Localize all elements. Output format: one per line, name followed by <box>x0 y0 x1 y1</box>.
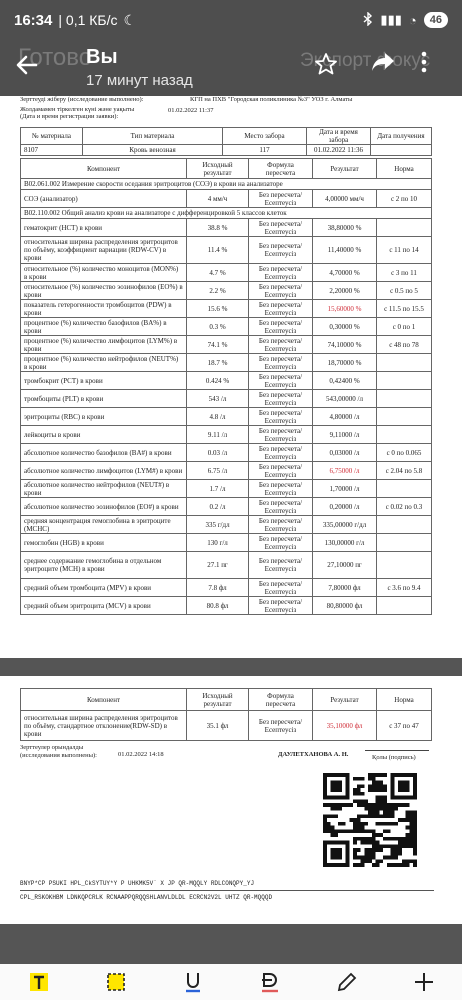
results-header-cell: Исходный результат <box>187 689 249 711</box>
section-title: B02.061.002 Измерение скорости оседания эритроцитов (СОЭ) в крови на анализаторе <box>21 179 432 190</box>
result-cell: с 37 по 47 <box>377 711 432 741</box>
result-cell: Без пересчета/ Есептеусіз <box>249 579 313 597</box>
result-cell: Без пересчета/ Есептеусіз <box>249 390 313 408</box>
select-area-icon[interactable] <box>101 967 131 997</box>
result-cell: 4,70000 % <box>313 264 377 282</box>
result-cell: средний объем эритроцита (MCV) в крови <box>21 597 187 615</box>
result-cell: с 3.6 по 9.4 <box>377 579 432 597</box>
sample-cell: 01.02.2022 11:36 <box>307 145 371 156</box>
result-cell: 130,00000 г/л <box>313 534 377 552</box>
sample-header-cell: Место забора <box>223 128 307 145</box>
ghost-export-label: Экспорт фокус <box>300 50 431 71</box>
result-cell: 9,11000 /л <box>313 426 377 444</box>
result-cell: 130 г/л <box>187 534 249 552</box>
result-row <box>21 408 432 426</box>
result-cell: тромбокрит (PCT) в крови <box>21 372 187 390</box>
result-cell: абсолютное количество эозинофилов (EO#) в крови <box>21 498 187 516</box>
result-row <box>21 498 432 516</box>
result-cell: 11,40000 % <box>313 237 377 264</box>
result-cell <box>377 516 432 534</box>
results-header-row <box>21 159 432 179</box>
results-header-cell: Норма <box>377 689 432 711</box>
sample-header-cell: Дата и время забора <box>307 128 371 145</box>
result-cell: 4,00000 мм/ч <box>313 190 377 208</box>
result-cell: Без пересчета/ Есептеусіз <box>249 534 313 552</box>
result-cell: Без пересчета/ Есептеусіз <box>249 711 313 741</box>
result-cell: Без пересчета/ Есептеусіз <box>249 462 313 480</box>
result-cell: 543 /л <box>187 390 249 408</box>
sample-header-cell: № материала <box>21 128 83 145</box>
status-time: 16:34 <box>14 11 53 29</box>
result-cell <box>377 426 432 444</box>
result-cell <box>377 534 432 552</box>
result-cell: 4.7 % <box>187 264 249 282</box>
result-row <box>21 372 432 390</box>
wifi-icon: ◔ <box>408 12 417 28</box>
result-cell: Без пересчета/ Есептеусіз <box>249 498 313 516</box>
result-cell: Без пересчета/ Есептеусіз <box>249 219 313 237</box>
result-row <box>21 444 432 462</box>
result-cell: среднее содержание гемоглобина в отдельном эритроците (MCH) в крови <box>21 552 187 579</box>
result-cell: с 3 по 11 <box>377 264 432 282</box>
result-cell: Без пересчета/ Есептеусіз <box>249 372 313 390</box>
result-cell <box>377 408 432 426</box>
doc-footer-code-1: BNYP*CP PSUKI HPL_CkSYTUY*Y P UHKMK5V` X JP QR-MQQLY RDLCONQPY_YJ <box>20 880 255 887</box>
result-cell: 18.7 % <box>187 354 249 372</box>
result-cell: Без пересчета/ Есептеусіз <box>249 282 313 300</box>
result-row <box>21 597 432 615</box>
doc-footer-code-2: CPL_RSKOKHBM LDNKQPCRLK RCNAAPPQRQQSHLANVLDLDL ECRCN2V2L UHTZ QR-MQQQD <box>20 894 273 901</box>
text-highlight-icon[interactable] <box>24 967 54 997</box>
sample-header-cell: Тип материала <box>83 128 223 145</box>
results-header-cell: Результат <box>313 689 377 711</box>
result-cell: Без пересчета/ Есептеусіз <box>249 408 313 426</box>
result-cell: 15,60000 % <box>313 300 377 318</box>
sample-row <box>21 145 432 156</box>
result-row <box>21 300 432 318</box>
result-row <box>21 534 432 552</box>
result-row <box>21 552 432 579</box>
result-cell: 0.3 % <box>187 318 249 336</box>
results-table <box>20 158 432 615</box>
result-cell: 1.7 /л <box>187 480 249 498</box>
result-row <box>21 426 432 444</box>
result-row <box>21 579 432 597</box>
bluetooth-icon <box>363 12 373 29</box>
result-row <box>21 318 432 336</box>
result-cell: относительная ширина распределения эритроцитов по объёму, стандартное отклонение(RDW-SD) в крови <box>21 711 187 741</box>
result-row <box>21 516 432 534</box>
result-cell: абсолютное количество базофилов (BA#) в крови <box>21 444 187 462</box>
result-row <box>21 462 432 480</box>
result-cell: 15.6 % <box>187 300 249 318</box>
result-cell: 38,80000 % <box>313 219 377 237</box>
result-cell <box>377 372 432 390</box>
result-cell: СОЭ (анализатор) <box>21 190 187 208</box>
sign-name: ДАУЛЕТХАНОВА А. Н. <box>278 751 349 758</box>
result-cell: Без пересчета/ Есептеусіз <box>249 552 313 579</box>
results-header-cell: Компонент <box>21 689 187 711</box>
qr-code <box>323 773 417 867</box>
result-cell <box>377 390 432 408</box>
doc-reg-label-kz: Жолдамамен тіркелген күні және уақыты <box>20 106 135 113</box>
results-header-row <box>21 689 432 711</box>
result-cell: с 0.5 по 5 <box>377 282 432 300</box>
result-cell: средняя концентрация гемоглобина в эритроците (MCHC) <box>21 516 187 534</box>
result-cell: Без пересчета/ Есептеусіз <box>249 444 313 462</box>
result-cell: Без пересчета/ Есептеусіз <box>249 597 313 615</box>
doc-header-line: Зерттеуді жіберу (исследование выполнено): <box>20 96 144 103</box>
result-cell: 0,30000 % <box>313 318 377 336</box>
doc-reg-label-ru: (Дата и время регистрации заявки): <box>20 113 119 120</box>
chat-title: Вы <box>86 46 118 68</box>
result-cell: с 11 по 14 <box>377 237 432 264</box>
sample-header-row <box>21 128 432 145</box>
results-header-cell: Исходный результат <box>187 159 249 179</box>
results-header-cell: Формула пересчета <box>249 159 313 179</box>
results-header-cell: Формула пересчета <box>249 689 313 711</box>
eraser-icon[interactable] <box>255 967 285 997</box>
result-row <box>21 237 432 264</box>
section-row <box>21 208 432 219</box>
result-cell: 9.11 /л <box>187 426 249 444</box>
result-cell: 4,80000 /л <box>313 408 377 426</box>
sample-cell: 8107 <box>21 145 83 156</box>
result-cell: процентное (%) количество лимфоцитов (LYM%) в крови <box>21 336 187 354</box>
result-cell: 35.1 фл <box>187 711 249 741</box>
sample-table <box>20 127 432 156</box>
result-row <box>21 711 432 741</box>
result-cell: Без пересчета/ Есептеусіз <box>249 336 313 354</box>
result-cell: 38.8 % <box>187 219 249 237</box>
result-cell: 0,42400 % <box>313 372 377 390</box>
sample-header-cell: Дата получения <box>371 128 432 145</box>
sign-date: 01.02.2022 14:18 <box>118 751 164 758</box>
result-cell: тромбоциты (PLT) в крови <box>21 390 187 408</box>
result-cell: 0.03 /л <box>187 444 249 462</box>
result-cell <box>377 552 432 579</box>
result-cell: с 0.02 по 0.3 <box>377 498 432 516</box>
results-header-cell: Норма <box>377 159 432 179</box>
result-cell: 27.1 пг <box>187 552 249 579</box>
result-cell: 74,10000 % <box>313 336 377 354</box>
result-cell: относительное (%) количество эозинофилов (EO%) в крови <box>21 282 187 300</box>
doc-clinic: КГП на ПХВ "Городская поликлиника №3" УОЗ г. Алматы <box>190 96 353 103</box>
result-cell: Без пересчета/ Есептеусіз <box>249 190 313 208</box>
result-cell: Без пересчета/ Есептеусіз <box>249 480 313 498</box>
result-row <box>21 336 432 354</box>
section-title: B02.110.002 Общий анализ крови на анализаторе с дифференцировкой 5 классов клеток <box>21 208 432 219</box>
result-cell: 0.2 /л <box>187 498 249 516</box>
result-cell: Без пересчета/ Есептеусіз <box>249 318 313 336</box>
battery-icon: 46 <box>424 12 448 28</box>
result-cell: 335 г/дл <box>187 516 249 534</box>
ghost-done-label: Готово <box>18 44 93 71</box>
result-cell: Без пересчета/ Есептеусіз <box>249 237 313 264</box>
result-cell: 1,70000 /л <box>313 480 377 498</box>
section-row <box>21 179 432 190</box>
add-icon[interactable] <box>409 967 439 997</box>
result-cell: 4 мм/ч <box>187 190 249 208</box>
result-cell: Без пересчета/ Есептеусіз <box>249 264 313 282</box>
result-cell: лейкоциты в крови <box>21 426 187 444</box>
result-cell: 2.2 % <box>187 282 249 300</box>
result-cell: с 11.5 по 15.5 <box>377 300 432 318</box>
result-cell: 2,20000 % <box>313 282 377 300</box>
results-header-cell: Результат <box>313 159 377 179</box>
sign-label-ru: (исследования выполнены): <box>20 752 97 759</box>
result-row <box>21 264 432 282</box>
result-cell: 7.8 фл <box>187 579 249 597</box>
result-cell: средний объем тромбоцита (MPV) в крови <box>21 579 187 597</box>
result-cell: Без пересчета/ Есептеусіз <box>249 300 313 318</box>
result-cell: относительная ширина распределения эритроцитов по объёму, коэффициент вариации (RDW-CV) в крови <box>21 237 187 264</box>
result-row <box>21 390 432 408</box>
result-cell: 27,10000 пг <box>313 552 377 579</box>
result-cell: процентное (%) количество нейтрофилов (NEUT%) в крови <box>21 354 187 372</box>
result-cell: гематокрит (HCT) в крови <box>21 219 187 237</box>
document-page-2 <box>0 676 462 924</box>
sample-cell <box>371 145 432 156</box>
result-cell <box>377 354 432 372</box>
result-cell: 80.8 фл <box>187 597 249 615</box>
result-cell: 0,20000 /л <box>313 498 377 516</box>
result-cell: 7,80000 фл <box>313 579 377 597</box>
status-bar <box>0 0 462 40</box>
sign-label-kz: Зерттеулер орындалды <box>20 744 84 751</box>
status-speed: | 0,1 КБ/с <box>58 12 118 28</box>
chat-subtitle: 17 минут назад <box>86 72 193 89</box>
result-cell: абсолютное количество нейтрофилов (NEUT#) в крови <box>21 480 187 498</box>
result-cell: показатель гетерогенности тромбоцитов (PDW) в крови <box>21 300 187 318</box>
doc-reg-datetime: 01.02.2022 11:37 <box>168 107 214 114</box>
result-cell: 0,03000 /л <box>313 444 377 462</box>
result-row <box>21 354 432 372</box>
result-row <box>21 480 432 498</box>
result-cell: с 0 по 0.065 <box>377 444 432 462</box>
result-cell: 80,80000 фл <box>313 597 377 615</box>
result-cell: 543,00000 /л <box>313 390 377 408</box>
footer-divider <box>20 890 434 891</box>
result-cell: 335,00000 г/дл <box>313 516 377 534</box>
result-cell: 18,70000 % <box>313 354 377 372</box>
document-page-1 <box>0 96 462 658</box>
result-cell: процентное (%) количество базофилов (BA%) в крови <box>21 318 187 336</box>
sample-cell: Кровь венозная <box>83 145 223 156</box>
result-cell: 74.1 % <box>187 336 249 354</box>
result-cell: с 2 по 10 <box>377 190 432 208</box>
result-cell: Без пересчета/ Есептеусіз <box>249 426 313 444</box>
result-cell <box>377 219 432 237</box>
result-cell <box>377 597 432 615</box>
result-cell: 0.424 % <box>187 372 249 390</box>
result-row <box>21 190 432 208</box>
result-cell: с 2.04 по 5.8 <box>377 462 432 480</box>
sign-line <box>365 750 429 751</box>
result-row <box>21 219 432 237</box>
underline-icon[interactable] <box>178 967 208 997</box>
results-header-cell: Компонент <box>21 159 187 179</box>
result-cell: 6,75000 /л <box>313 462 377 480</box>
result-cell: 6.75 /л <box>187 462 249 480</box>
result-cell: относительное (%) количество моноцитов (MON%) в крови <box>21 264 187 282</box>
results-table-2 <box>20 688 432 741</box>
result-cell: с 48 по 78 <box>377 336 432 354</box>
result-cell: абсолютное количество лимфоцитов (LYM#) в крови <box>21 462 187 480</box>
result-cell: эритроциты (RBC) в крови <box>21 408 187 426</box>
result-cell: Без пересчета/ Есептеусіз <box>249 516 313 534</box>
signal-icon: ▮▮▮ <box>380 12 402 27</box>
result-cell: 35,10000 фл <box>313 711 377 741</box>
result-cell <box>377 480 432 498</box>
pen-icon[interactable] <box>332 967 362 997</box>
result-row <box>21 282 432 300</box>
moon-icon: ☾ <box>123 11 137 28</box>
sign-caption: Қолы (подпись) <box>372 754 416 761</box>
result-cell: Без пересчета/ Есептеусіз <box>249 354 313 372</box>
result-cell: с 0 по 1 <box>377 318 432 336</box>
markup-toolbar <box>0 964 462 1000</box>
sample-cell: 117 <box>223 145 307 156</box>
result-cell: гемоглобин (HGB) в крови <box>21 534 187 552</box>
result-cell: 11.4 % <box>187 237 249 264</box>
result-cell: 4.8 /л <box>187 408 249 426</box>
